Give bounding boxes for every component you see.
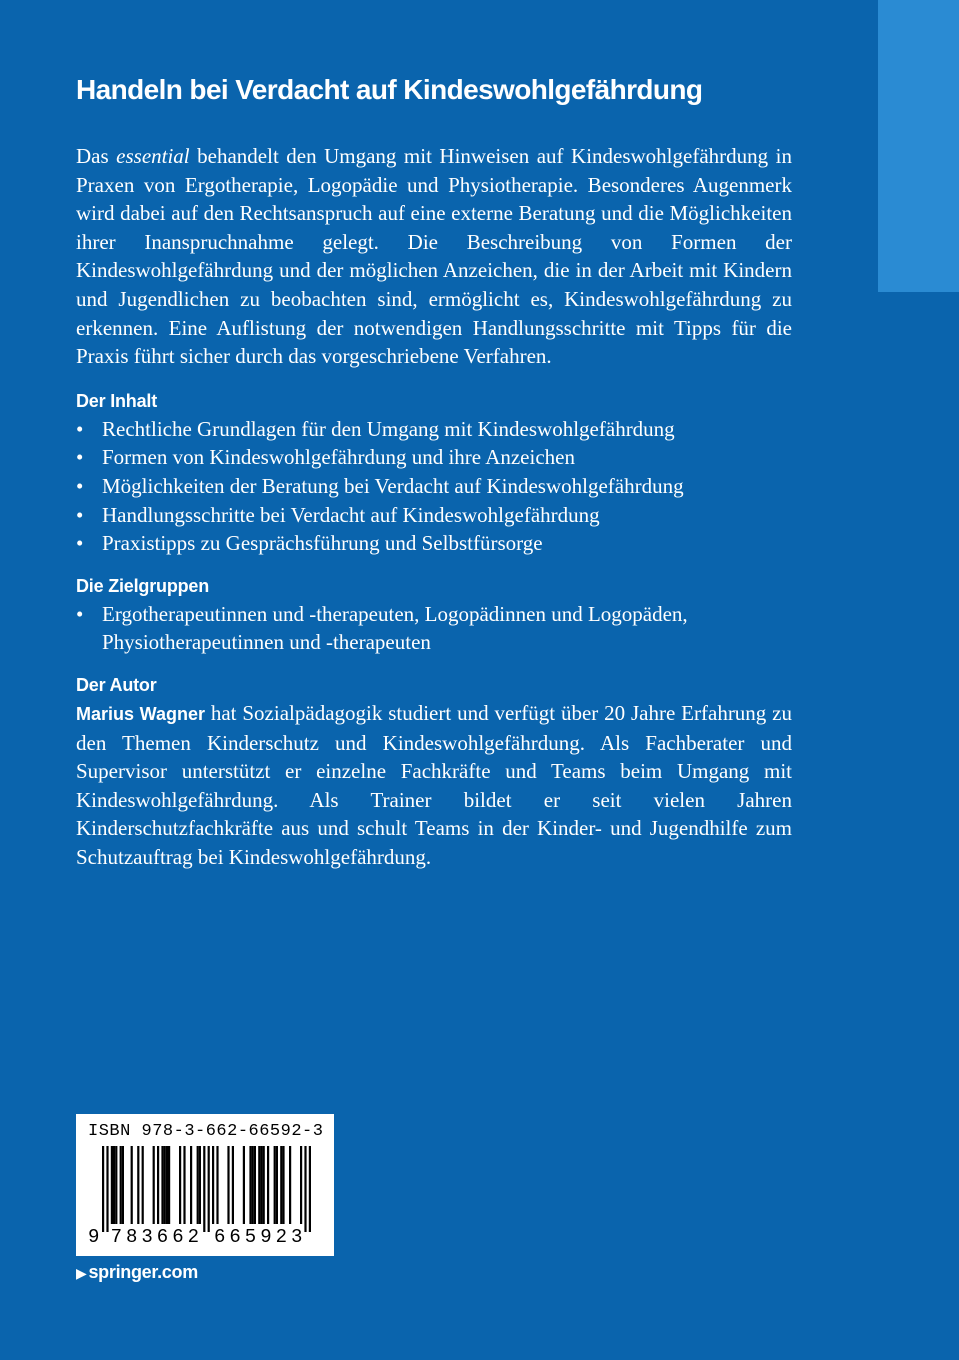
intro-pre: Das (76, 144, 117, 168)
intro-emphasis: essential (116, 144, 190, 168)
barcode-bar (282, 1146, 284, 1224)
barcode-bars (76, 1146, 334, 1232)
barcode-digit: 6 (156, 1226, 169, 1248)
autor-paragraph (76, 699, 792, 872)
barcode-bar (168, 1146, 170, 1224)
bullet: • (76, 502, 84, 527)
barcode-digit: 2 (275, 1226, 287, 1248)
inhalt-heading: Der Inhalt (76, 390, 158, 411)
barcode-guard-bar (208, 1146, 210, 1232)
barcode-bar (131, 1146, 133, 1224)
barcode-bar (153, 1146, 155, 1224)
isbn-barcode (76, 1114, 334, 1256)
barcode-digit: 3 (291, 1226, 303, 1248)
barcode-bar (216, 1146, 218, 1224)
list-item: • Handlungsschritte bei Verdacht auf Kindeswohlgefährdung (76, 501, 792, 530)
barcode-bar (115, 1146, 117, 1224)
barcode-digit: 3 (141, 1226, 153, 1248)
barcode-bar (197, 1146, 199, 1224)
barcode-bar (249, 1146, 251, 1224)
barcode-guard-bar (309, 1146, 311, 1232)
list-item: • Rechtliche Grundlagen für den Umgang mit Kindeswohlgefährdung (76, 415, 792, 444)
bullet: • (76, 531, 84, 556)
back-cover-content (76, 72, 792, 871)
barcode-bar (280, 1146, 282, 1224)
barcode-digit: 7 (110, 1226, 122, 1248)
decorative-side-band (878, 0, 959, 292)
list-item: • Praxistipps zu Gesprächsführung und Selbstfürsorge (76, 529, 792, 558)
barcode-digit: 2 (187, 1226, 199, 1248)
barcode-bar (243, 1146, 245, 1224)
zielgruppen-heading: Die Zielgruppen (76, 575, 210, 596)
barcode-guard-bar (203, 1146, 205, 1232)
barcode-bar (111, 1146, 113, 1224)
barcode-bar (274, 1146, 276, 1224)
barcode-digit: 6 (214, 1226, 226, 1248)
barcode-bar (232, 1146, 234, 1224)
list-item: • Ergotherapeutinnen und -therapeuten, Logopädinnen und Logopäden, Physiotherapeutinnen und -therapeuten (76, 601, 688, 655)
barcode-bar (263, 1146, 265, 1224)
barcode-bar (276, 1146, 278, 1224)
bullet: • (76, 416, 84, 441)
barcode-bar (199, 1146, 201, 1224)
springer-text: springer.com (88, 1262, 198, 1282)
barcode-bar (260, 1146, 262, 1224)
barcode-bar (113, 1146, 115, 1224)
barcode-guard-bar (102, 1146, 104, 1232)
isbn-label: ISBN 978-3-662-66592-3 (88, 1122, 324, 1141)
author-name: Marius Wagner (76, 703, 205, 724)
book-title: Handeln bei Verdacht auf Kindeswohlgefährdung (76, 74, 703, 105)
barcode-bar (137, 1146, 139, 1224)
barcode-digit: 9 (260, 1226, 272, 1248)
barcode-bar (120, 1146, 122, 1224)
barcode-bar (157, 1146, 159, 1224)
author-bio: hat Sozialpädagogik studiert und verfügt über 20 Jahre Erfahrung zu den Themen Kinderschutz und Kindeswohlgefährdung. Als Fachberater und Supervisor unterstützt er einzelne Fachkräfte und Teams beim Umgang mit Kindeswohlgefährdung. Als Trainer bildet er seit vielen Jahren Kinderschutzfachkräfte aus und schult Teams in der Kinder- und Jugendhilfe zum Schutzauftrag bei Kindeswohlgefährdung. (76, 700, 792, 869)
barcode-bar (252, 1146, 254, 1224)
barcode-bar (142, 1146, 144, 1224)
barcode-bar (300, 1146, 302, 1224)
barcode-bar (254, 1146, 256, 1224)
barcode-digit: 8 (126, 1226, 138, 1248)
zielgruppen-list (76, 600, 792, 657)
list-item: • Möglichkeiten der Beratung bei Verdacht auf Kindeswohlgefährdung (76, 472, 792, 501)
bullet: • (76, 473, 84, 498)
inhalt-list (76, 415, 792, 558)
play-arrow-icon: ▶ (76, 1265, 87, 1281)
barcode-guard-bar (304, 1146, 306, 1232)
barcode-bar (166, 1146, 168, 1224)
springer-link[interactable] (76, 1262, 198, 1283)
barcode-bar (179, 1146, 181, 1224)
bullet: • (76, 601, 84, 626)
barcode-bar (258, 1146, 260, 1224)
autor-heading: Der Autor (76, 674, 157, 695)
barcode-bar (164, 1146, 166, 1224)
barcode-bar (289, 1146, 291, 1224)
barcode-digit: 6 (229, 1226, 241, 1248)
barcode-bar (227, 1146, 229, 1224)
barcode-bar (183, 1146, 185, 1224)
barcode-bar (190, 1146, 192, 1224)
barcode-guard-bar (106, 1146, 108, 1232)
intro-paragraph (76, 142, 792, 371)
bullet: • (76, 445, 84, 470)
barcode-digit: 6 (172, 1226, 184, 1248)
list-item: • Formen von Kindeswohlgefährdung und ihre Anzeichen (76, 443, 792, 472)
barcode-digit: 9 (88, 1226, 100, 1248)
barcode-digit: 5 (244, 1226, 257, 1248)
intro-post: behandelt den Umgang mit Hinweisen auf Kindeswohlgefährdung in Praxen von Ergotherapie, Logopädie und Physiotherapie. Besonderes Augenmerk wird dabei auf den Rechtsanspruch auf eine externe Beratung und die Möglichkeiten ihrer Inanspruchnahme gelegt. Die Beschreibung von Formen der Kindeswohlgefährdung und der möglichen Anzeichen, die in der Arbeit mit Kindern und Jugendlichen zu beobachten sind, ermöglicht es, Kindeswohlgefährdung zu erkennen. Eine Auflistung der notwendigen Handlungsschritte mit Tipps für die Praxis führt sicher durch das vorgeschriebene Verfahren. (76, 144, 792, 369)
barcode-bar (267, 1146, 269, 1224)
barcode-bar (212, 1146, 214, 1224)
barcode-bar (122, 1146, 124, 1224)
barcode-bar (161, 1146, 163, 1224)
